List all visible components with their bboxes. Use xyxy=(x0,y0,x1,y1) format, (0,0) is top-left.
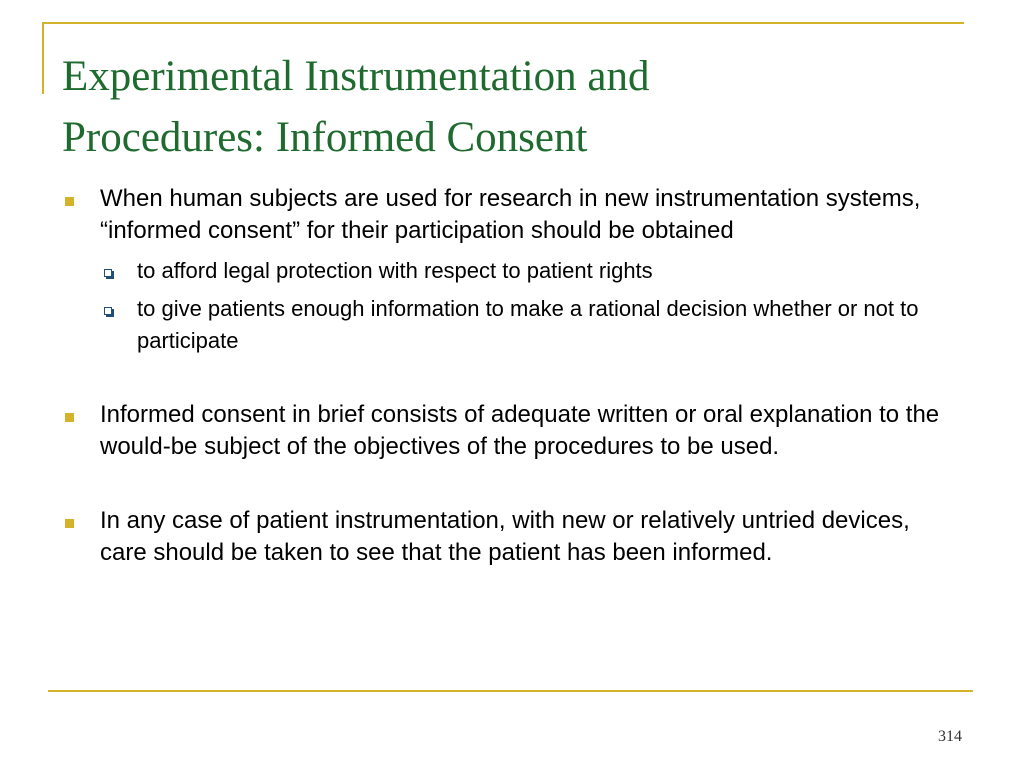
slide-title xyxy=(62,46,962,168)
frame-top-rule xyxy=(42,22,964,24)
sub-bullet-text: to give patients enough information to make a rational decision whether or not to participate xyxy=(137,296,919,353)
sub-bullet-item xyxy=(60,255,960,287)
bullet-item xyxy=(60,505,960,569)
frame-left-rule xyxy=(42,22,44,94)
frame-bottom-rule xyxy=(48,690,973,692)
sub-bullet-item xyxy=(60,293,960,357)
slide-title-line-1: Experimental Instrumentation and xyxy=(62,53,650,100)
bullet-text: In any case of patient instrumentation, with new or relatively untried devices, care should be taken to see that the patient has been informed. xyxy=(100,507,910,566)
bullet-item xyxy=(60,183,960,247)
page-number: 314 xyxy=(938,728,962,745)
bullet-text: Informed consent in brief consists of adequate written or oral explanation to the would-be subject of the objectives of the procedures to be used. xyxy=(100,401,940,460)
gold-square-icon xyxy=(65,197,74,206)
bullet-text: When human subjects are used for research in new instrumentation systems, “informed consent” for their participation should be obtained xyxy=(100,185,921,244)
bullet-item xyxy=(60,399,960,463)
slide-body xyxy=(60,183,960,569)
slide-title-line-2: Procedures: Informed Consent xyxy=(62,114,588,161)
gold-square-icon xyxy=(65,413,74,422)
sub-bullet-text: to afford legal protection with respect to patient rights xyxy=(137,258,653,283)
gold-square-icon xyxy=(65,519,74,528)
hollow-square-icon xyxy=(104,269,112,277)
hollow-square-icon xyxy=(104,307,112,315)
